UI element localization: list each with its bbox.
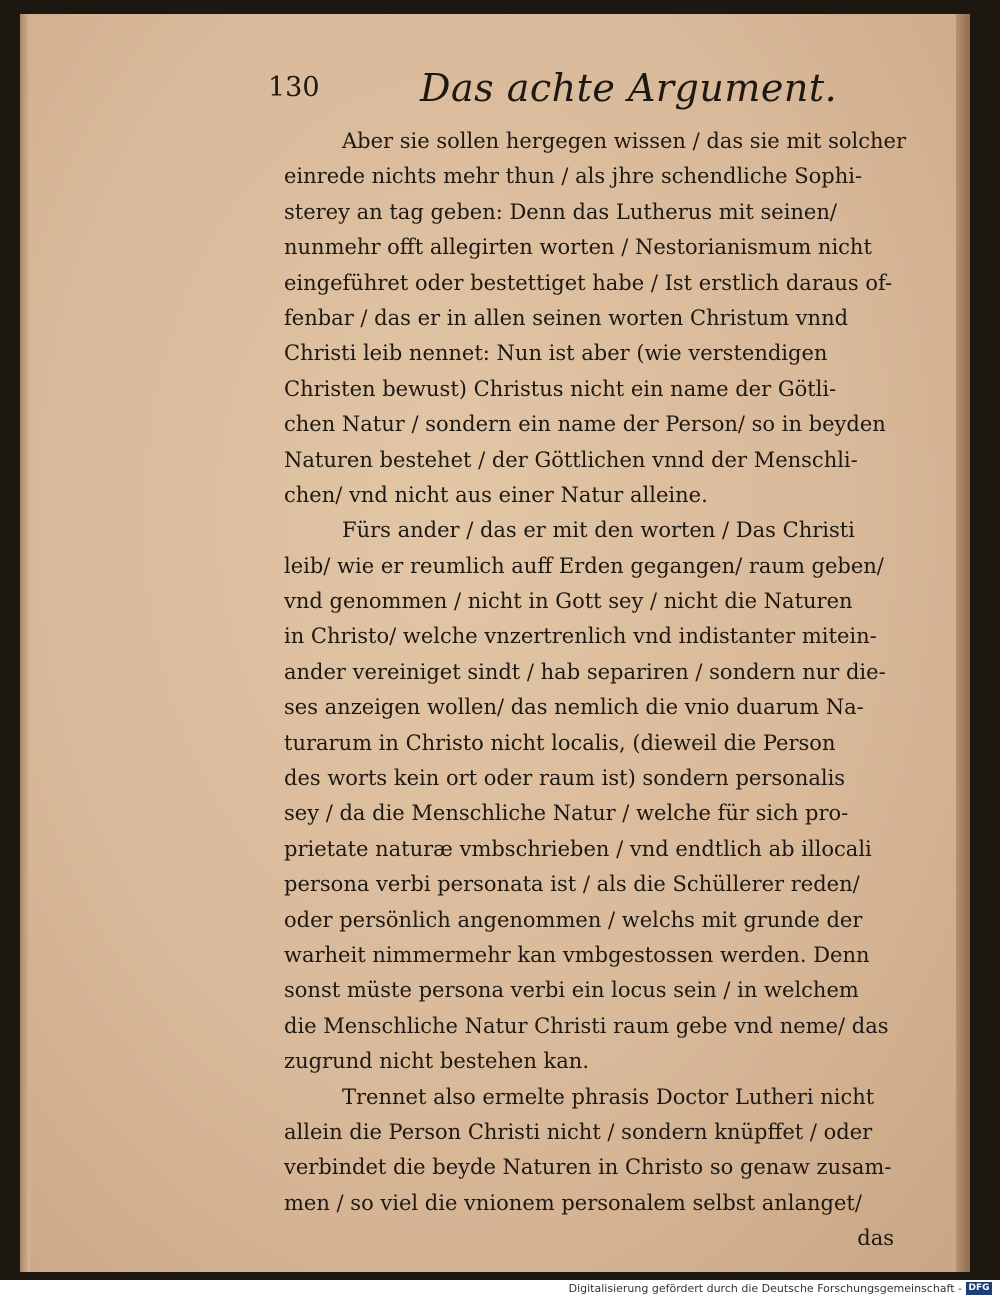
text-line: fenbar / das er in allen seinen worten Christum vnnd [284,305,849,330]
running-title: Das achte Argument. [420,66,838,110]
text-line: leib/ wie er reumlich auff Erden gegangen/ raum geben/ [284,553,884,578]
catchword: das [857,1226,894,1251]
body-text [284,124,914,1257]
text-line: turarum in Christo nicht localis, (dieweil die Person [284,730,836,755]
text-line: chen/ vnd nicht aus einer Natur alleine. [284,482,708,507]
text-line: Christen bewust) Christus nicht ein name der Götli- [284,376,837,401]
text-line: prietate naturæ vmbschrieben / vnd endtlich ab illocali [284,836,872,861]
text-line: in Christo/ welche vnzertrenlich vnd indistanter mitein- [284,624,877,649]
footer-bar [0,1280,1000,1298]
text-line: oder persönlich angenommen / welchs mit grunde der [284,907,863,932]
text-line: ses anzeigen wollen/ das nemlich die vnio duarum Na- [284,695,864,720]
text-line: sterey an tag geben: Denn das Lutherus mit seinen/ [284,199,837,224]
text-line: die Menschliche Natur Christi raum gebe vnd neme/ das [284,1013,889,1038]
text-line: zugrund nicht bestehen kan. [284,1049,589,1074]
text-line: eingeführet oder bestettiget habe / Ist erstlich daraus of- [284,270,893,295]
dfg-logo: DFG [966,1282,992,1295]
text-line: verbindet die beyde Naturen in Christo so genaw zusam- [284,1155,892,1180]
text-line: sey / da die Menschliche Natur / welche für sich pro- [284,801,849,826]
text-line: sonst müste persona verbi ein locus sein / in welchem [284,978,859,1003]
text-line: allein die Person Christi nicht / sondern knüpffet / oder [284,1119,873,1144]
text-line: Trennet also ermelte phrasis Doctor Lutheri nicht [342,1084,875,1109]
text-line: einrede nichts mehr thun / als jhre schendliche Sophi- [284,164,863,189]
page-gutter-shadow [20,14,30,1272]
text-line: des worts kein ort oder raum ist) sondern personalis [284,766,846,791]
page-header [268,66,908,116]
text-line: Naturen bestehet / der Göttlichen vnnd der Menschli- [284,447,858,472]
text-line: Aber sie sollen hergegen wissen / das sie mit solcher [342,129,907,153]
page-edge-shadow [956,14,970,1272]
text-line: warheit nimmermehr kan vmbgestossen werden. Denn [284,942,870,967]
text-line: ander vereiniget sindt / hab separiren / sondern nur die- [284,659,886,684]
page-number: 130 [268,72,320,103]
text-line: chen Natur / sondern ein name der Person/ so in beyden [284,412,886,437]
text-line: persona verbi personata ist / als die Schüllerer reden/ [284,872,860,897]
text-line: Fürs ander / das er mit den worten / Das Christi [342,518,855,543]
dfg-credit-text: Digitalisierung gefördert durch die Deutsche Forschungsgemeinschaft - [568,1282,962,1295]
text-line: nunmehr offt allegirten worten / Nestorianismum nicht [284,235,872,260]
text-line: Christi leib nennet: Nun ist aber (wie verstendigen [284,341,828,366]
text-line: men / so viel die vnionem personalem selbst anlanget/ [284,1190,862,1215]
text-line: vnd genommen / nicht in Gott sey / nicht die Naturen [284,589,853,614]
